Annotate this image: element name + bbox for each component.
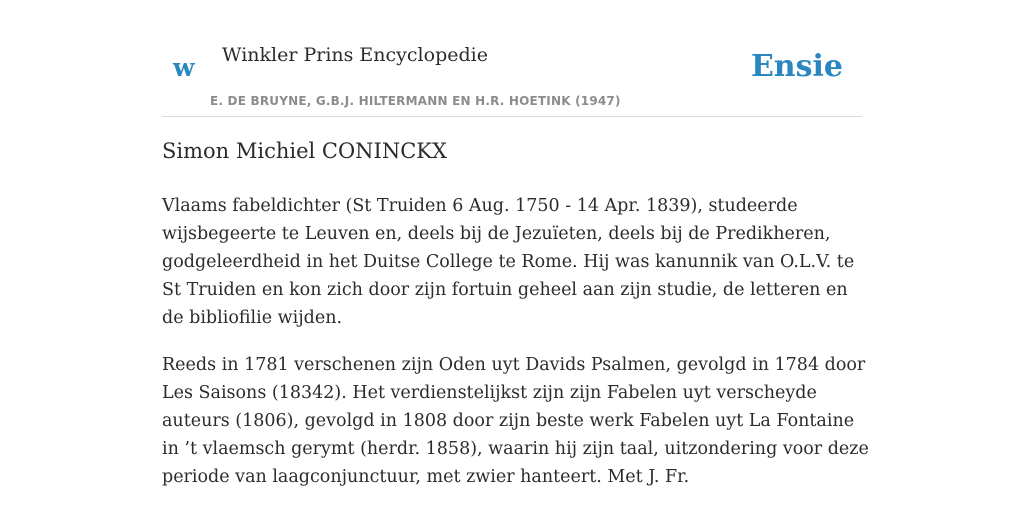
encyclopedia-title[interactable]: Winkler Prins Encyclopedie	[222, 44, 488, 66]
encyclopedia-authors: E. DE BRUYNE, G.B.J. HILTERMANN EN H.R. HOETINK (1947)	[210, 94, 621, 108]
article-paragraph: Vlaams fabeldichter (St Truiden 6 Aug. 1750 - 14 Apr. 1839), studeerde wijsbegeerte te Leuven en, deels bij de Jezuïeten, deels bij de Predikheren, godgeleerdheid in het Duitse College te Rome. Hij was kanunnik van O.L.V. te St Truiden en kon zich door zijn fortuin geheel aan zijn studie, de letteren en de bibliofilie wijden.	[162, 196, 855, 328]
winkler-prins-logo[interactable]: w	[173, 53, 195, 82]
ensie-logo[interactable]: Ensie	[750, 49, 843, 84]
article-title: Simon Michiel CONINCKX	[162, 139, 447, 163]
encyclopedia-header	[162, 28, 862, 117]
article-paragraph: Reeds in 1781 verschenen zijn Oden uyt Davids Psalmen, gevolgd in 1784 door Les Saisons (18342). Het verdienstelijkst zijn zijn Fabelen uyt verscheyde auteurs (1806), gevolgd in 1808 door zijn beste werk Fabelen uyt La Fontaine in ’t vlaemsch gerymt (herdr. 1858), waarin hij zijn taal, uitzondering voor deze periode van laagconjunctuur, met zwier hanteert. Met J. Fr.	[162, 355, 869, 487]
